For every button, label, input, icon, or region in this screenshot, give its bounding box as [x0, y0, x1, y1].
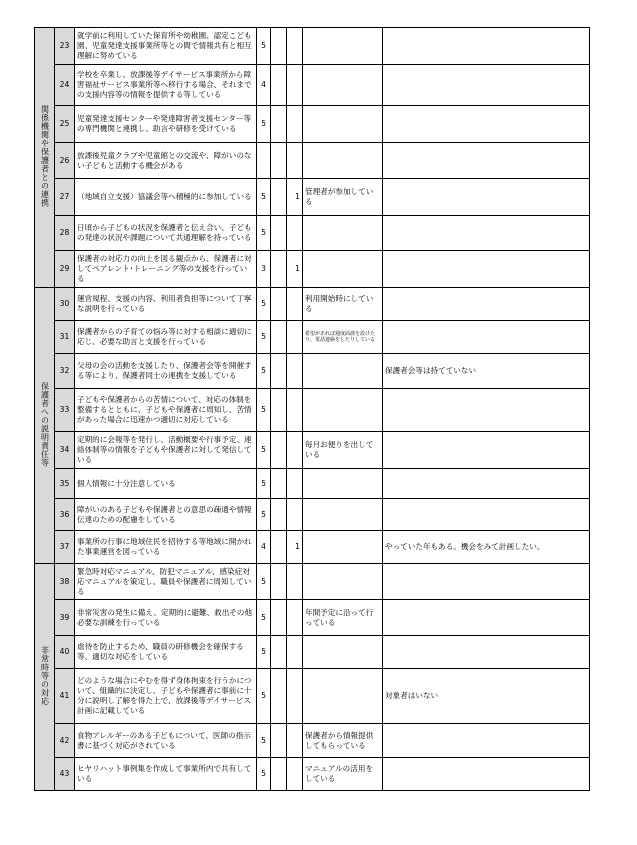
item-number: 23	[55, 28, 75, 65]
section-label: 非常時等の対応	[40, 645, 50, 706]
count-value	[287, 288, 303, 321]
count-value	[287, 143, 303, 179]
item-number: 38	[55, 564, 75, 600]
remark	[383, 389, 590, 432]
count-value	[287, 636, 303, 669]
blank-cell	[271, 321, 287, 354]
item-text: どのような場合にやむを得ず身体拘束を行うかについて、組織的に決定し、子どもや保護者に事前に十分に説明し了解を得た上で、放課後等デイサービス計画に記載している	[75, 669, 257, 724]
item-number: 27	[55, 179, 75, 216]
staff-note	[303, 251, 383, 288]
remark	[383, 288, 590, 321]
section-label-cell	[35, 288, 55, 564]
blank-cell	[271, 432, 287, 469]
item-text: 定期的に会報等を発行し、活動概要や行事予定、連絡体制等の情報を子どもや保護者に対して発信している	[75, 432, 257, 469]
staff-note: 年間予定に沿って行っている	[303, 600, 383, 636]
table-row	[35, 432, 590, 469]
remark	[383, 106, 590, 143]
blank-cell	[271, 106, 287, 143]
staff-note: 保護者から情報提供してもらっている	[303, 724, 383, 758]
staff-note: 希望があれば週度面談を設けたり、電話連絡をしたりしている	[303, 321, 383, 354]
score-value: 5	[257, 354, 271, 389]
blank-cell	[271, 499, 287, 531]
section-label-cell	[35, 28, 55, 288]
score-value: 5	[257, 28, 271, 65]
score-value: 5	[257, 724, 271, 758]
item-number: 43	[55, 758, 75, 791]
item-number: 33	[55, 389, 75, 432]
count-value: 1	[287, 251, 303, 288]
remark	[383, 469, 590, 499]
remark	[383, 564, 590, 600]
count-value	[287, 28, 303, 65]
item-number: 32	[55, 354, 75, 389]
staff-note	[303, 636, 383, 669]
item-number: 41	[55, 669, 75, 724]
staff-note	[303, 143, 383, 179]
section-label: 関係機関や保護者との連携	[40, 105, 50, 207]
blank-cell	[271, 65, 287, 106]
table-row	[35, 28, 590, 65]
score-value: 5	[257, 432, 271, 469]
score-value: 5	[257, 669, 271, 724]
score-value: 4	[257, 65, 271, 106]
item-text: 保護者からの子育ての悩み等に対する相談に適切に応じ、必要な助言と支援を行っている	[75, 321, 257, 354]
score-value: 5	[257, 636, 271, 669]
table-row	[35, 564, 590, 600]
item-text: 障がいのある子どもや保護者との意思の疎通や情報伝達のための配慮をしている	[75, 499, 257, 531]
blank-cell	[271, 28, 287, 65]
remark	[383, 600, 590, 636]
score-value: 5	[257, 499, 271, 531]
item-text: 運営規程、支援の内容、利用者負担等について丁寧な説明を行っている	[75, 288, 257, 321]
staff-note	[303, 669, 383, 724]
item-text: 放課後児童クラブや児童館との交流や、障がいのない子どもと活動する機会がある	[75, 143, 257, 179]
item-number: 40	[55, 636, 75, 669]
count-value	[287, 389, 303, 432]
score-value: 5	[257, 469, 271, 499]
item-number: 29	[55, 251, 75, 288]
score-value: 5	[257, 600, 271, 636]
table-row	[35, 724, 590, 758]
count-value	[287, 499, 303, 531]
blank-cell	[271, 143, 287, 179]
remark	[383, 724, 590, 758]
remark	[383, 758, 590, 791]
remark: 保護者会等は持てていない	[383, 354, 590, 389]
staff-note	[303, 389, 383, 432]
item-text: 児童発達支援センターや発達障害者支援センター等の専門機関と連携し、助言や研修を受けている	[75, 106, 257, 143]
staff-note	[303, 216, 383, 251]
score-value: 5	[257, 321, 271, 354]
score-value: 5	[257, 389, 271, 432]
blank-cell	[271, 600, 287, 636]
table-row	[35, 469, 590, 499]
table-row	[35, 499, 590, 531]
score-value: 5	[257, 216, 271, 251]
table-row	[35, 354, 590, 389]
table-row	[35, 251, 590, 288]
remark	[383, 216, 590, 251]
count-value: 1	[287, 531, 303, 564]
staff-note	[303, 28, 383, 65]
score-value	[257, 143, 271, 179]
staff-note: 利用開始時にしている	[303, 288, 383, 321]
remark	[383, 143, 590, 179]
item-text: 緊急時対応マニュアル、防犯マニュアル、感染症対応マニュアルを策定し、職員や保護者に周知している	[75, 564, 257, 600]
table-row	[35, 179, 590, 216]
count-value	[287, 469, 303, 499]
score-value: 5	[257, 564, 271, 600]
count-value: 1	[287, 179, 303, 216]
item-number: 26	[55, 143, 75, 179]
table-row	[35, 669, 590, 724]
score-value: 5	[257, 179, 271, 216]
item-number: 39	[55, 600, 75, 636]
blank-cell	[271, 758, 287, 791]
count-value	[287, 432, 303, 469]
blank-cell	[271, 216, 287, 251]
score-value: 3	[257, 251, 271, 288]
item-text: 非常災害の発生に備え、定期的に避難、救出その他必要な訓練を行っている	[75, 600, 257, 636]
remark	[383, 179, 590, 216]
count-value	[287, 564, 303, 600]
blank-cell	[271, 531, 287, 564]
score-value: 5	[257, 288, 271, 321]
blank-cell	[271, 636, 287, 669]
remark	[383, 636, 590, 669]
blank-cell	[271, 389, 287, 432]
item-text: 事業所の行事に地域住民を招待する等地域に開かれた事業運営を図っている	[75, 531, 257, 564]
item-number: 34	[55, 432, 75, 469]
staff-note: マニュアルの活用をしている	[303, 758, 383, 791]
item-text: （地域自立支援）協議会等へ積極的に参加している	[75, 179, 257, 216]
score-value: 5	[257, 106, 271, 143]
item-text: 就学前に利用していた保育所や幼稚園、認定こども園、児童発達支援事業所等との間で情報共有と相互理解に努めている	[75, 28, 257, 65]
staff-note	[303, 106, 383, 143]
remark	[383, 251, 590, 288]
section-label: 保護者への説明責任等	[40, 381, 50, 467]
item-text: 子どもや保護者からの苦情について、対応の体制を整備するとともに、子どもや保護者に周知し、苦情があった場合に迅速かつ適切に対応している	[75, 389, 257, 432]
remark	[383, 499, 590, 531]
count-value	[287, 600, 303, 636]
table-body	[35, 28, 590, 791]
table-row	[35, 636, 590, 669]
remark	[383, 65, 590, 106]
staff-note	[303, 65, 383, 106]
staff-note	[303, 499, 383, 531]
staff-note	[303, 469, 383, 499]
staff-note	[303, 564, 383, 600]
blank-cell	[271, 469, 287, 499]
item-number: 42	[55, 724, 75, 758]
table-row	[35, 389, 590, 432]
item-number: 31	[55, 321, 75, 354]
table-row	[35, 288, 590, 321]
count-value	[287, 354, 303, 389]
remark: やっていた年もある。機会をみて計画したい。	[383, 531, 590, 564]
remark	[383, 321, 590, 354]
item-number: 28	[55, 216, 75, 251]
table-row	[35, 600, 590, 636]
section-label-cell	[35, 564, 55, 791]
count-value	[287, 216, 303, 251]
item-text: 保護者の対応力の向上を図る観点から、保護者に対してペアレント･トレーニング等の支援を行っている	[75, 251, 257, 288]
item-number: 25	[55, 106, 75, 143]
table-row	[35, 321, 590, 354]
score-value: 4	[257, 531, 271, 564]
count-value	[287, 106, 303, 143]
item-number: 30	[55, 288, 75, 321]
count-value	[287, 669, 303, 724]
table-row	[35, 216, 590, 251]
item-number: 37	[55, 531, 75, 564]
item-text: 食物アレルギーのある子どもについて、医師の指示書に基づく対応がされている	[75, 724, 257, 758]
remark: 対象者はいない	[383, 669, 590, 724]
item-text: 学校を卒業し、放課後等デイサービス事業所から障害福祉サービス事業所等へ移行する場合、それまでの支援内容等の情報を提供する等している	[75, 65, 257, 106]
blank-cell	[271, 354, 287, 389]
blank-cell	[271, 564, 287, 600]
item-text: 父母の会の活動を支援したり、保護者会等を開催する等により、保護者同士の連携を支援している	[75, 354, 257, 389]
table-row	[35, 106, 590, 143]
table-row	[35, 758, 590, 791]
score-value: 5	[257, 758, 271, 791]
blank-cell	[271, 251, 287, 288]
table-row	[35, 531, 590, 564]
staff-note	[303, 531, 383, 564]
staff-note: 管理者が参加している	[303, 179, 383, 216]
item-number: 36	[55, 499, 75, 531]
item-text: 虐待を防止するため、職員の研修機会を確保する等、適切な対応をしている	[75, 636, 257, 669]
count-value	[287, 65, 303, 106]
evaluation-table	[34, 27, 590, 791]
item-text: 個人情報に十分注意している	[75, 469, 257, 499]
item-text: 日頃から子どもの状況を保護者と伝え合い、子どもの発達の状況や課題について共通理解を持っている	[75, 216, 257, 251]
table-row	[35, 65, 590, 106]
remark	[383, 28, 590, 65]
staff-note	[303, 354, 383, 389]
remark	[383, 432, 590, 469]
blank-cell	[271, 669, 287, 724]
count-value	[287, 724, 303, 758]
blank-cell	[271, 724, 287, 758]
table-row	[35, 143, 590, 179]
staff-note: 毎月お便りを出している	[303, 432, 383, 469]
blank-cell	[271, 288, 287, 321]
blank-cell	[271, 179, 287, 216]
count-value	[287, 758, 303, 791]
count-value	[287, 321, 303, 354]
item-number: 35	[55, 469, 75, 499]
item-text: ヒヤリハット事例集を作成して事業所内で共有している	[75, 758, 257, 791]
item-number: 24	[55, 65, 75, 106]
